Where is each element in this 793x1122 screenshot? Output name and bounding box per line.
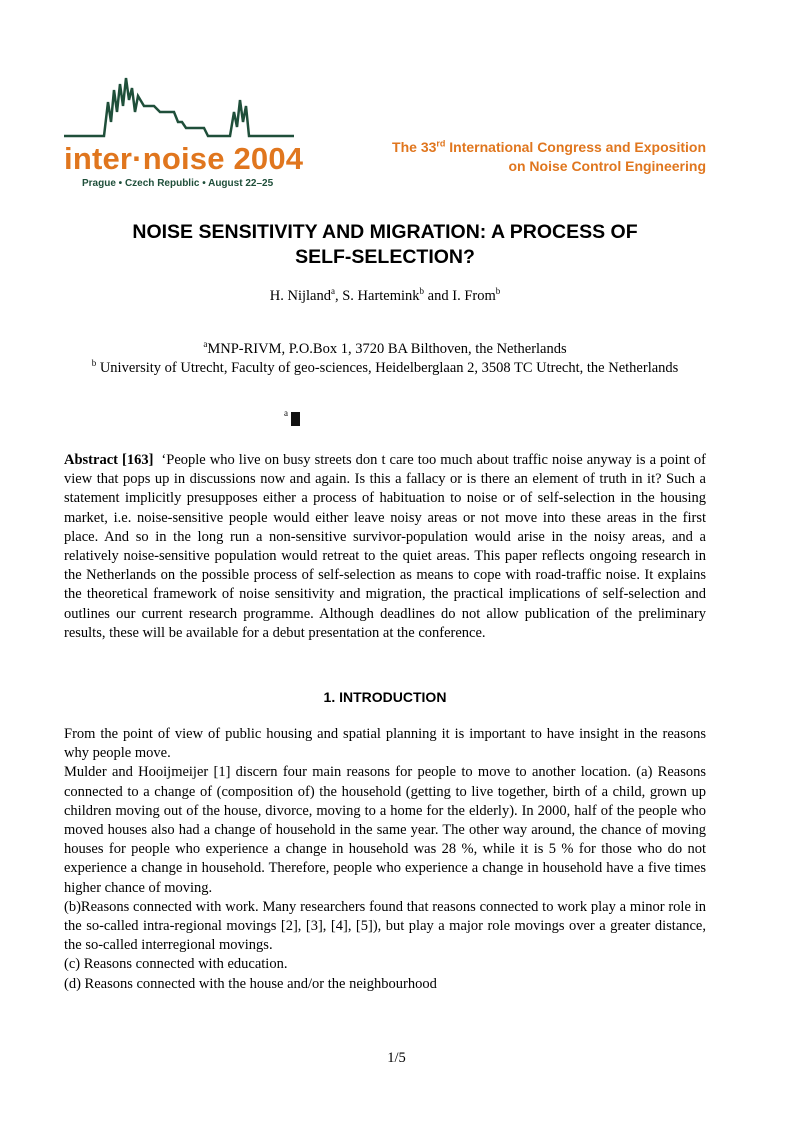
paragraph: (d) Reasons connected with the house and/or the neighbourhood [64,975,437,992]
paragraph: (b)Reasons connected with work. Many researchers found that reasons connected to work play a minor role in the so-called intra-regional movings [2], [3], [4], [5]), but play a major role movings over a greater distance, the so-called interregional movings. [64,898,706,954]
introduction-body [64,725,706,994]
logo-subtitle: Prague • Czech Republic • August 22–25 [82,178,274,189]
section-heading: 1. INTRODUCTION [323,689,447,705]
skyline-graphic [64,72,294,144]
affiliations [64,340,706,378]
paragraph: From the point of view of public housing and spatial planning it is important to have insight in the reasons why people move. [64,726,706,762]
paragraph: (c) Reasons connected with education. [64,956,288,973]
author-list: H. Nijland$^a$, S. Hartemink$^b$ and I. From$^b$ [269,286,501,304]
abstract-text: ‘People who live on busy streets don t care too much about traffic noise anyway is a point of view that pops up in discussions now and again. Is this a fallacy or is there an element of truth in it? Such a statement implicitly presupposes either a process of habituation to noise or of self-selection in the housing market, i.e. noise-sensitive people would either leave noisy areas or not move into these areas in the first place. And so in the long run a non-sensitive survivor-population would arise in the noisy areas, and a relatively noise-sensitive population would retreat to the quiet areas. This paper reflects ongoing research in the Netherlands on the possible process of self-selection as means to cope with road-traffic noise. It explains the theoretical framework of noise sensitivity and migration, the practical implications of self-selection and outlines our current research programme. Although deadlines do not allow publication of the preliminary results, these will be available for a debut presentation at the conference. [64,452,706,641]
page-number: 1/5 [387,1050,406,1066]
affiliation-a: $^a$MNP-RIVM, P.O.Box 1, 3720 BA Bilthoven, the Netherlands [203,339,567,357]
affiliation-b: $^b$ University of Utrecht, Faculty of geo-sciences, Heidelberglaan 2, 3508 TC Utrecht, the Netherlands [91,358,679,376]
conference-title: The 33rd International Congress and Exposition on Noise Control Engineering [392,138,706,174]
logo-wordmark: inter·noise 2004 [64,141,304,176]
abstract-label: Abstract [163] [64,452,154,468]
abstract [64,451,706,643]
email-mark: a [284,412,300,426]
paper-title: NOISE SENSITIVITY AND MIGRATION: A PROCESS OF SELF-SELECTION? [132,221,638,268]
conference-logo [64,72,304,192]
paragraph: Mulder and Hooijmeijer [1] discern four main reasons for people to move to another location. (a) Reasons connected to a change of (composition of) the household (getting to live together, birth of a child, grown up children moving out of the house, divorce, moving to a home for the elderly). In 2000, half of the people who moved houses also had a change of household in the same year. The other way around, the chance of moving houses for people who experience a change in household was 28 %, while it is 5 % for those who do not experience a change in household. Therefore, people who experience a change in household have a five times higher chance of moving. [64,764,706,896]
